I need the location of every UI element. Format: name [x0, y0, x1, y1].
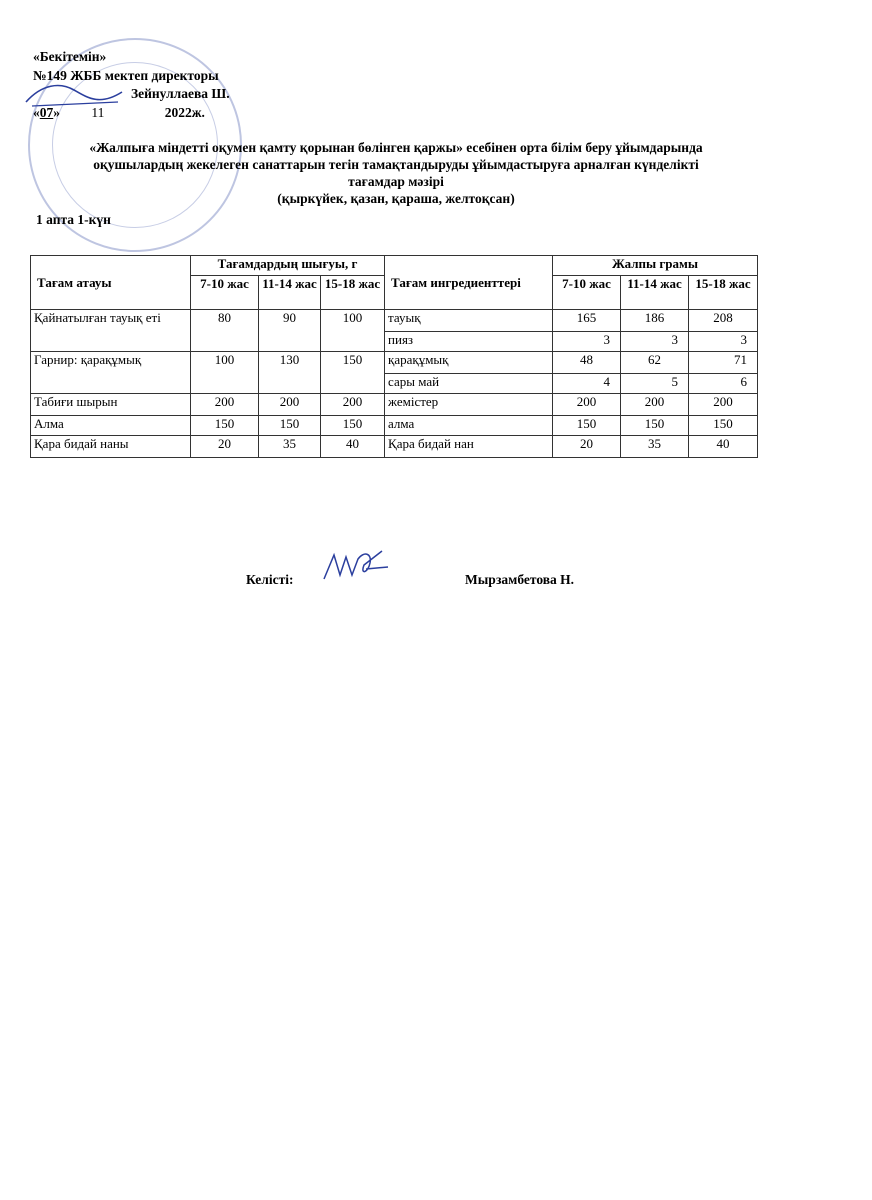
week-label: 1 апта 1-күн: [36, 212, 111, 227]
output-cell: 130: [259, 352, 321, 394]
date-open: «: [33, 104, 40, 120]
dish-cell: Алма: [31, 416, 191, 436]
header-dish-name: Тағам атауы: [31, 256, 191, 310]
output-cell: 150: [321, 416, 385, 436]
total-cell: 35: [621, 436, 689, 458]
header-age: 7-10 жас: [553, 276, 621, 310]
total-cell: 71: [689, 352, 758, 374]
header-total-group: Жалпы грамы: [553, 256, 758, 276]
total-cell: 20: [553, 436, 621, 458]
total-cell: 150: [689, 416, 758, 436]
output-cell: 150: [259, 416, 321, 436]
title-line2: оқушылардың жекелеген санаттарын тегін тамақтандыруды ұйымдастыруға арналған күнделікті: [93, 157, 699, 172]
header-age: 15-18 жас: [321, 276, 385, 310]
header-age: 15-18 жас: [689, 276, 758, 310]
date-month: 11: [91, 104, 105, 120]
table-row: [31, 394, 758, 416]
approval-block: [33, 48, 230, 122]
ingredient-cell: пияз: [385, 332, 553, 352]
document-title: [30, 139, 762, 207]
table-row: [31, 310, 758, 332]
approval-line2: №149 ЖББ мектеп директоры: [33, 67, 219, 83]
output-cell: 100: [191, 352, 259, 394]
table-row: [31, 436, 758, 458]
total-cell: 48: [553, 352, 621, 374]
menu-table: [30, 255, 758, 458]
approval-line1: «Бекітемін»: [33, 49, 107, 64]
total-cell: 186: [621, 310, 689, 332]
total-cell: 62: [621, 352, 689, 374]
ingredient-cell: алма: [385, 416, 553, 436]
output-cell: 200: [191, 394, 259, 416]
date-day: 07: [39, 104, 54, 120]
total-cell: 3: [621, 332, 689, 352]
date-mid: »: [53, 104, 60, 120]
total-cell: 208: [689, 310, 758, 332]
ingredient-cell: Қара бидай нан: [385, 436, 553, 458]
output-cell: 35: [259, 436, 321, 458]
approval-date: [33, 104, 230, 123]
dish-cell: Қара бидай наны: [31, 436, 191, 458]
header-age: 11-14 жас: [621, 276, 689, 310]
header-age: 7-10 жас: [191, 276, 259, 310]
total-cell: 150: [553, 416, 621, 436]
total-cell: 165: [553, 310, 621, 332]
output-cell: 150: [191, 416, 259, 436]
total-cell: 6: [689, 374, 758, 394]
output-cell: 150: [321, 352, 385, 394]
ingredient-cell: тауық: [385, 310, 553, 332]
approval-line3: [33, 85, 230, 104]
table-row: [31, 416, 758, 436]
output-cell: 200: [259, 394, 321, 416]
total-cell: 200: [553, 394, 621, 416]
dish-cell: Қайнатылған тауық еті: [31, 310, 191, 352]
total-cell: 150: [621, 416, 689, 436]
output-cell: 80: [191, 310, 259, 352]
ingredient-cell: жемістер: [385, 394, 553, 416]
output-cell: 40: [321, 436, 385, 458]
ingredient-cell: қарақұмық: [385, 352, 553, 374]
total-cell: 200: [621, 394, 689, 416]
date-year: 2022ж.: [164, 104, 205, 120]
title-line1: «Жалпыға міндетті оқумен қамту қорынан бөлінген қаржы» есебінен орта білім беру ұйымдарында: [89, 140, 703, 155]
approver-signature: [320, 545, 392, 587]
dish-cell: Гарнир: қарақұмық: [31, 352, 191, 394]
signatory-name: Мырзамбетова Н.: [465, 572, 575, 587]
output-cell: 200: [321, 394, 385, 416]
total-cell: 5: [621, 374, 689, 394]
output-cell: 90: [259, 310, 321, 352]
table-row: [31, 352, 758, 374]
header-output-group: Тағамдардың шығуы, г: [191, 256, 385, 276]
total-cell: 3: [689, 332, 758, 352]
ingredient-cell: сары май: [385, 374, 553, 394]
title-line4: (қыркүйек, қазан, қараша, желтоқсан): [277, 191, 515, 206]
dish-cell: Табиғи шырын: [31, 394, 191, 416]
header-age: 11-14 жас: [259, 276, 321, 310]
total-cell: 200: [689, 394, 758, 416]
header-ingredients: Тағам ингредиенттері: [385, 256, 553, 310]
director-name: Зейнуллаева Ш.: [131, 86, 230, 101]
title-line3: тағамдар мәзірі: [348, 174, 444, 189]
output-cell: 20: [191, 436, 259, 458]
output-cell: 100: [321, 310, 385, 352]
total-cell: 40: [689, 436, 758, 458]
total-cell: 3: [553, 332, 621, 352]
agreed-label: Келісті:: [246, 572, 294, 587]
total-cell: 4: [553, 374, 621, 394]
